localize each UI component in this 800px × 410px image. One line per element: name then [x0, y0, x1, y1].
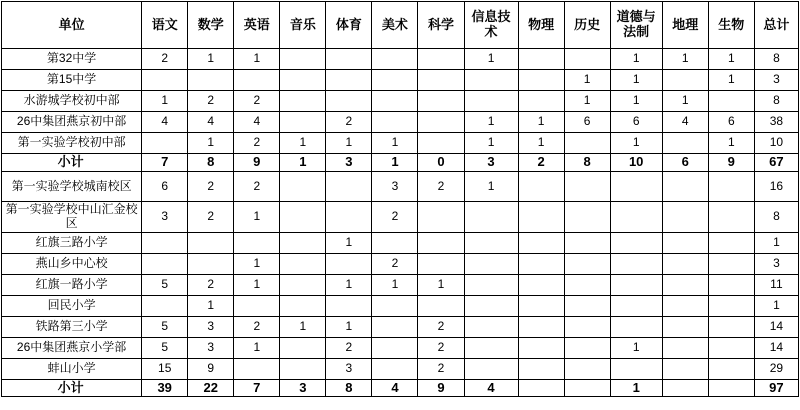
subject-count-cell	[372, 112, 418, 133]
subject-count-cell: 3	[326, 154, 372, 172]
subject-count-cell	[326, 253, 372, 274]
subject-count-cell	[518, 49, 564, 70]
unit-name-cell: 第一实验学校城南校区	[2, 171, 142, 201]
subject-count-cell: 2	[518, 154, 564, 172]
subject-count-cell	[662, 201, 708, 232]
subject-count-cell	[280, 49, 326, 70]
unit-name-cell: 水游城学校初中部	[2, 91, 142, 112]
subject-count-cell	[280, 112, 326, 133]
column-header-history: 历史	[564, 2, 610, 49]
subject-count-cell	[280, 337, 326, 358]
row-total-cell: 8	[754, 91, 798, 112]
subject-count-cell: 1	[610, 49, 662, 70]
subject-count-cell	[518, 171, 564, 201]
subject-count-cell	[610, 253, 662, 274]
table-row	[2, 133, 799, 154]
subject-count-cell: 2	[234, 91, 280, 112]
subject-count-cell: 6	[708, 112, 754, 133]
subject-count-cell	[464, 316, 518, 337]
subject-count-cell: 7	[234, 379, 280, 397]
subject-count-cell	[418, 232, 464, 253]
subject-count-cell	[518, 70, 564, 91]
column-header-pe: 体育	[326, 2, 372, 49]
subject-count-cell	[564, 337, 610, 358]
subject-count-cell: 7	[142, 154, 188, 172]
table-row	[2, 295, 799, 316]
subject-count-cell: 3	[188, 316, 234, 337]
subject-count-cell: 5	[142, 274, 188, 295]
subject-count-cell	[280, 91, 326, 112]
subject-count-cell	[662, 295, 708, 316]
subject-count-cell: 2	[188, 171, 234, 201]
subject-count-cell	[234, 232, 280, 253]
subject-count-cell: 1	[372, 133, 418, 154]
subject-count-cell	[564, 201, 610, 232]
row-total-cell: 29	[754, 358, 798, 379]
subject-count-cell: 1	[234, 253, 280, 274]
row-total-cell: 3	[754, 70, 798, 91]
column-header-chinese: 语文	[142, 2, 188, 49]
subject-count-cell	[372, 70, 418, 91]
subject-count-cell: 1	[234, 274, 280, 295]
subject-count-cell	[564, 379, 610, 397]
subject-count-cell: 22	[188, 379, 234, 397]
subject-count-cell: 3	[464, 154, 518, 172]
subject-count-cell	[564, 253, 610, 274]
table-row	[2, 337, 799, 358]
subject-count-cell: 1	[326, 232, 372, 253]
subject-count-cell: 4	[142, 112, 188, 133]
subject-count-cell	[518, 232, 564, 253]
subject-count-cell	[708, 358, 754, 379]
subject-count-cell	[564, 274, 610, 295]
row-total-cell: 1	[754, 232, 798, 253]
subject-count-cell	[372, 295, 418, 316]
subject-count-cell	[564, 171, 610, 201]
subject-count-cell: 3	[188, 337, 234, 358]
subject-count-cell: 2	[234, 171, 280, 201]
column-header-english: 英语	[234, 2, 280, 49]
subject-count-cell	[464, 337, 518, 358]
subject-count-cell	[564, 316, 610, 337]
subject-count-cell	[464, 358, 518, 379]
subject-count-cell	[280, 201, 326, 232]
row-total-cell: 1	[754, 295, 798, 316]
subject-count-cell	[326, 295, 372, 316]
subject-count-cell: 2	[326, 337, 372, 358]
subject-count-cell	[610, 295, 662, 316]
subject-count-cell	[418, 201, 464, 232]
subject-count-cell: 2	[234, 133, 280, 154]
subject-count-cell	[280, 274, 326, 295]
subject-count-cell: 1	[326, 316, 372, 337]
subject-count-cell	[464, 232, 518, 253]
column-header-science: 科学	[418, 2, 464, 49]
column-header-unit: 单位	[2, 2, 142, 49]
subject-count-cell: 1	[280, 154, 326, 172]
subject-count-cell: 9	[418, 379, 464, 397]
subject-count-cell: 1	[518, 133, 564, 154]
subject-count-cell: 4	[464, 379, 518, 397]
unit-name-cell: 第一实验学校中山汇金校区	[2, 201, 142, 232]
unit-name-cell: 第32中学	[2, 49, 142, 70]
unit-name-cell: 第15中学	[2, 70, 142, 91]
subject-count-cell: 1	[708, 70, 754, 91]
row-total-cell: 38	[754, 112, 798, 133]
subject-count-cell	[280, 171, 326, 201]
row-total-cell: 10	[754, 133, 798, 154]
subject-count-cell	[418, 295, 464, 316]
subject-count-cell	[280, 295, 326, 316]
column-header-information-technology: 信息技术	[464, 2, 518, 49]
subject-count-cell	[610, 274, 662, 295]
subject-count-cell: 2	[188, 201, 234, 232]
unit-name-cell: 小计	[2, 154, 142, 172]
subject-count-cell: 1	[708, 49, 754, 70]
subject-count-cell	[610, 232, 662, 253]
subject-count-cell	[326, 91, 372, 112]
subject-count-cell: 3	[280, 379, 326, 397]
subject-count-cell	[518, 201, 564, 232]
subject-count-cell	[418, 253, 464, 274]
subject-count-cell	[464, 201, 518, 232]
column-header-morality-and-law: 道德与法制	[610, 2, 662, 49]
subject-count-cell	[518, 295, 564, 316]
subject-count-cell: 1	[418, 274, 464, 295]
subject-count-cell: 1	[610, 337, 662, 358]
table-row	[2, 232, 799, 253]
column-header-music: 音乐	[280, 2, 326, 49]
column-header-physics: 物理	[518, 2, 564, 49]
row-total-cell: 8	[754, 49, 798, 70]
subject-count-cell	[418, 91, 464, 112]
subject-count-cell	[326, 201, 372, 232]
subject-count-cell: 4	[188, 112, 234, 133]
subject-count-cell	[142, 232, 188, 253]
subject-count-cell: 39	[142, 379, 188, 397]
subject-count-cell	[418, 49, 464, 70]
subject-count-cell	[662, 337, 708, 358]
subject-count-cell	[326, 171, 372, 201]
subject-count-cell: 1	[662, 49, 708, 70]
subject-count-cell: 8	[326, 379, 372, 397]
subject-count-cell	[372, 358, 418, 379]
recruitment-statistics-table	[1, 1, 799, 397]
subject-count-cell: 3	[142, 201, 188, 232]
table-body	[2, 49, 799, 397]
unit-name-cell: 红旗一路小学	[2, 274, 142, 295]
subject-count-cell	[518, 253, 564, 274]
subject-count-cell: 4	[662, 112, 708, 133]
subject-count-cell: 6	[142, 171, 188, 201]
subject-count-cell	[518, 274, 564, 295]
table-row	[2, 316, 799, 337]
table-row	[2, 358, 799, 379]
row-total-cell: 14	[754, 337, 798, 358]
subject-count-cell	[234, 70, 280, 91]
subject-count-cell: 1	[662, 91, 708, 112]
subject-count-cell	[372, 232, 418, 253]
subject-count-cell	[142, 295, 188, 316]
row-total-cell: 14	[754, 316, 798, 337]
subject-count-cell	[518, 358, 564, 379]
subject-count-cell: 4	[234, 112, 280, 133]
subject-count-cell: 4	[372, 379, 418, 397]
subject-count-cell: 8	[188, 154, 234, 172]
subject-count-cell	[564, 232, 610, 253]
subject-count-cell: 2	[418, 316, 464, 337]
subject-count-cell	[662, 274, 708, 295]
unit-name-cell: 26中集团燕京小学部	[2, 337, 142, 358]
subject-count-cell	[280, 70, 326, 91]
unit-name-cell: 燕山乡中心校	[2, 253, 142, 274]
subject-count-cell	[662, 70, 708, 91]
subject-count-cell	[518, 337, 564, 358]
table-row	[2, 49, 799, 70]
subject-count-cell: 1	[610, 70, 662, 91]
subject-count-cell: 1	[188, 49, 234, 70]
table-subtotal-row	[2, 379, 799, 397]
subject-count-cell	[610, 171, 662, 201]
table-subtotal-row	[2, 154, 799, 172]
subject-count-cell	[418, 70, 464, 91]
subject-count-cell	[464, 274, 518, 295]
column-header-math: 数学	[188, 2, 234, 49]
unit-name-cell: 小计	[2, 379, 142, 397]
subject-count-cell	[464, 295, 518, 316]
table-row	[2, 253, 799, 274]
subject-count-cell: 1	[464, 112, 518, 133]
subject-count-cell	[280, 253, 326, 274]
subject-count-cell	[518, 379, 564, 397]
subject-count-cell	[564, 133, 610, 154]
subject-count-cell: 1	[564, 91, 610, 112]
subject-count-cell	[708, 379, 754, 397]
subject-count-cell: 1	[464, 171, 518, 201]
subject-count-cell	[662, 232, 708, 253]
subject-count-cell: 10	[610, 154, 662, 172]
subject-count-cell	[280, 232, 326, 253]
subject-count-cell: 1	[610, 133, 662, 154]
unit-name-cell: 铁路第三小学	[2, 316, 142, 337]
subject-count-cell: 5	[142, 337, 188, 358]
subject-count-cell	[662, 133, 708, 154]
subject-count-cell	[188, 70, 234, 91]
subject-count-cell	[564, 358, 610, 379]
subject-count-cell: 1	[564, 70, 610, 91]
subject-count-cell: 1	[518, 112, 564, 133]
subject-count-cell	[142, 253, 188, 274]
subject-count-cell	[518, 91, 564, 112]
subject-count-cell: 1	[234, 337, 280, 358]
subject-count-cell	[662, 253, 708, 274]
subject-count-cell: 2	[418, 171, 464, 201]
subject-count-cell: 5	[142, 316, 188, 337]
subject-count-cell	[418, 112, 464, 133]
row-total-cell: 3	[754, 253, 798, 274]
subject-count-cell: 1	[234, 201, 280, 232]
subject-count-cell	[372, 49, 418, 70]
table-row	[2, 171, 799, 201]
subject-count-cell	[372, 91, 418, 112]
subject-count-cell: 9	[708, 154, 754, 172]
subject-count-cell	[708, 232, 754, 253]
subject-count-cell	[708, 253, 754, 274]
row-total-cell: 11	[754, 274, 798, 295]
subject-count-cell	[280, 358, 326, 379]
subject-count-cell: 6	[610, 112, 662, 133]
subject-count-cell	[662, 379, 708, 397]
subject-count-cell	[326, 49, 372, 70]
subject-count-cell	[708, 171, 754, 201]
subject-count-cell: 1	[234, 49, 280, 70]
subject-count-cell: 6	[662, 154, 708, 172]
column-header-art: 美术	[372, 2, 418, 49]
column-header-geography: 地理	[662, 2, 708, 49]
subject-count-cell: 15	[142, 358, 188, 379]
subject-count-cell	[708, 295, 754, 316]
row-total-cell: 8	[754, 201, 798, 232]
subject-count-cell	[610, 358, 662, 379]
table-row	[2, 201, 799, 232]
subject-count-cell	[564, 49, 610, 70]
subject-count-cell	[464, 70, 518, 91]
subject-count-cell	[610, 201, 662, 232]
subject-count-cell	[708, 91, 754, 112]
column-header-total: 总计	[754, 2, 798, 49]
subject-count-cell: 3	[372, 171, 418, 201]
unit-name-cell: 红旗三路小学	[2, 232, 142, 253]
subject-count-cell	[610, 316, 662, 337]
subject-count-cell: 0	[418, 154, 464, 172]
subject-count-cell: 9	[188, 358, 234, 379]
table-row	[2, 112, 799, 133]
subject-count-cell	[142, 70, 188, 91]
subject-count-cell: 2	[418, 337, 464, 358]
subject-count-cell: 2	[188, 274, 234, 295]
subject-count-cell	[464, 91, 518, 112]
table-row	[2, 91, 799, 112]
subject-count-cell: 1	[280, 133, 326, 154]
subject-count-cell: 1	[188, 133, 234, 154]
subject-count-cell: 2	[372, 201, 418, 232]
subject-count-cell: 2	[188, 91, 234, 112]
subject-count-cell: 1	[464, 133, 518, 154]
subject-count-cell: 1	[142, 91, 188, 112]
table-header-row	[2, 2, 799, 49]
row-total-cell: 16	[754, 171, 798, 201]
subject-count-cell: 9	[234, 154, 280, 172]
subject-count-cell	[464, 253, 518, 274]
row-total-cell: 67	[754, 154, 798, 172]
subject-count-cell	[234, 295, 280, 316]
unit-name-cell: 26中集团燕京初中部	[2, 112, 142, 133]
subject-count-cell	[708, 316, 754, 337]
unit-name-cell: 回民小学	[2, 295, 142, 316]
subject-count-cell	[564, 295, 610, 316]
subject-count-cell: 2	[234, 316, 280, 337]
subject-count-cell: 6	[564, 112, 610, 133]
subject-count-cell	[708, 274, 754, 295]
subject-count-cell	[662, 171, 708, 201]
subject-count-cell: 3	[326, 358, 372, 379]
subject-count-cell: 8	[564, 154, 610, 172]
subject-count-cell: 1	[610, 379, 662, 397]
subject-count-cell	[188, 253, 234, 274]
subject-count-cell	[372, 337, 418, 358]
subject-count-cell: 1	[372, 274, 418, 295]
subject-count-cell	[418, 133, 464, 154]
row-total-cell: 97	[754, 379, 798, 397]
subject-count-cell	[662, 358, 708, 379]
subject-count-cell: 1	[610, 91, 662, 112]
subject-count-cell: 2	[372, 253, 418, 274]
subject-count-cell	[188, 232, 234, 253]
subject-count-cell	[518, 316, 564, 337]
subject-count-cell	[372, 316, 418, 337]
subject-count-cell	[708, 337, 754, 358]
subject-count-cell: 1	[326, 133, 372, 154]
subject-count-cell: 1	[372, 154, 418, 172]
subject-count-cell: 1	[464, 49, 518, 70]
subject-count-cell: 1	[280, 316, 326, 337]
subject-count-cell: 2	[418, 358, 464, 379]
subject-count-cell	[326, 70, 372, 91]
unit-name-cell: 蚌山小学	[2, 358, 142, 379]
subject-count-cell	[234, 358, 280, 379]
subject-count-cell: 1	[326, 274, 372, 295]
subject-count-cell	[142, 133, 188, 154]
table-row	[2, 70, 799, 91]
subject-count-cell: 2	[326, 112, 372, 133]
subject-count-cell: 2	[142, 49, 188, 70]
column-header-biology: 生物	[708, 2, 754, 49]
subject-count-cell: 1	[188, 295, 234, 316]
table-row	[2, 274, 799, 295]
subject-count-cell	[708, 201, 754, 232]
subject-count-cell	[662, 316, 708, 337]
subject-count-cell: 1	[708, 133, 754, 154]
unit-name-cell: 第一实验学校初中部	[2, 133, 142, 154]
